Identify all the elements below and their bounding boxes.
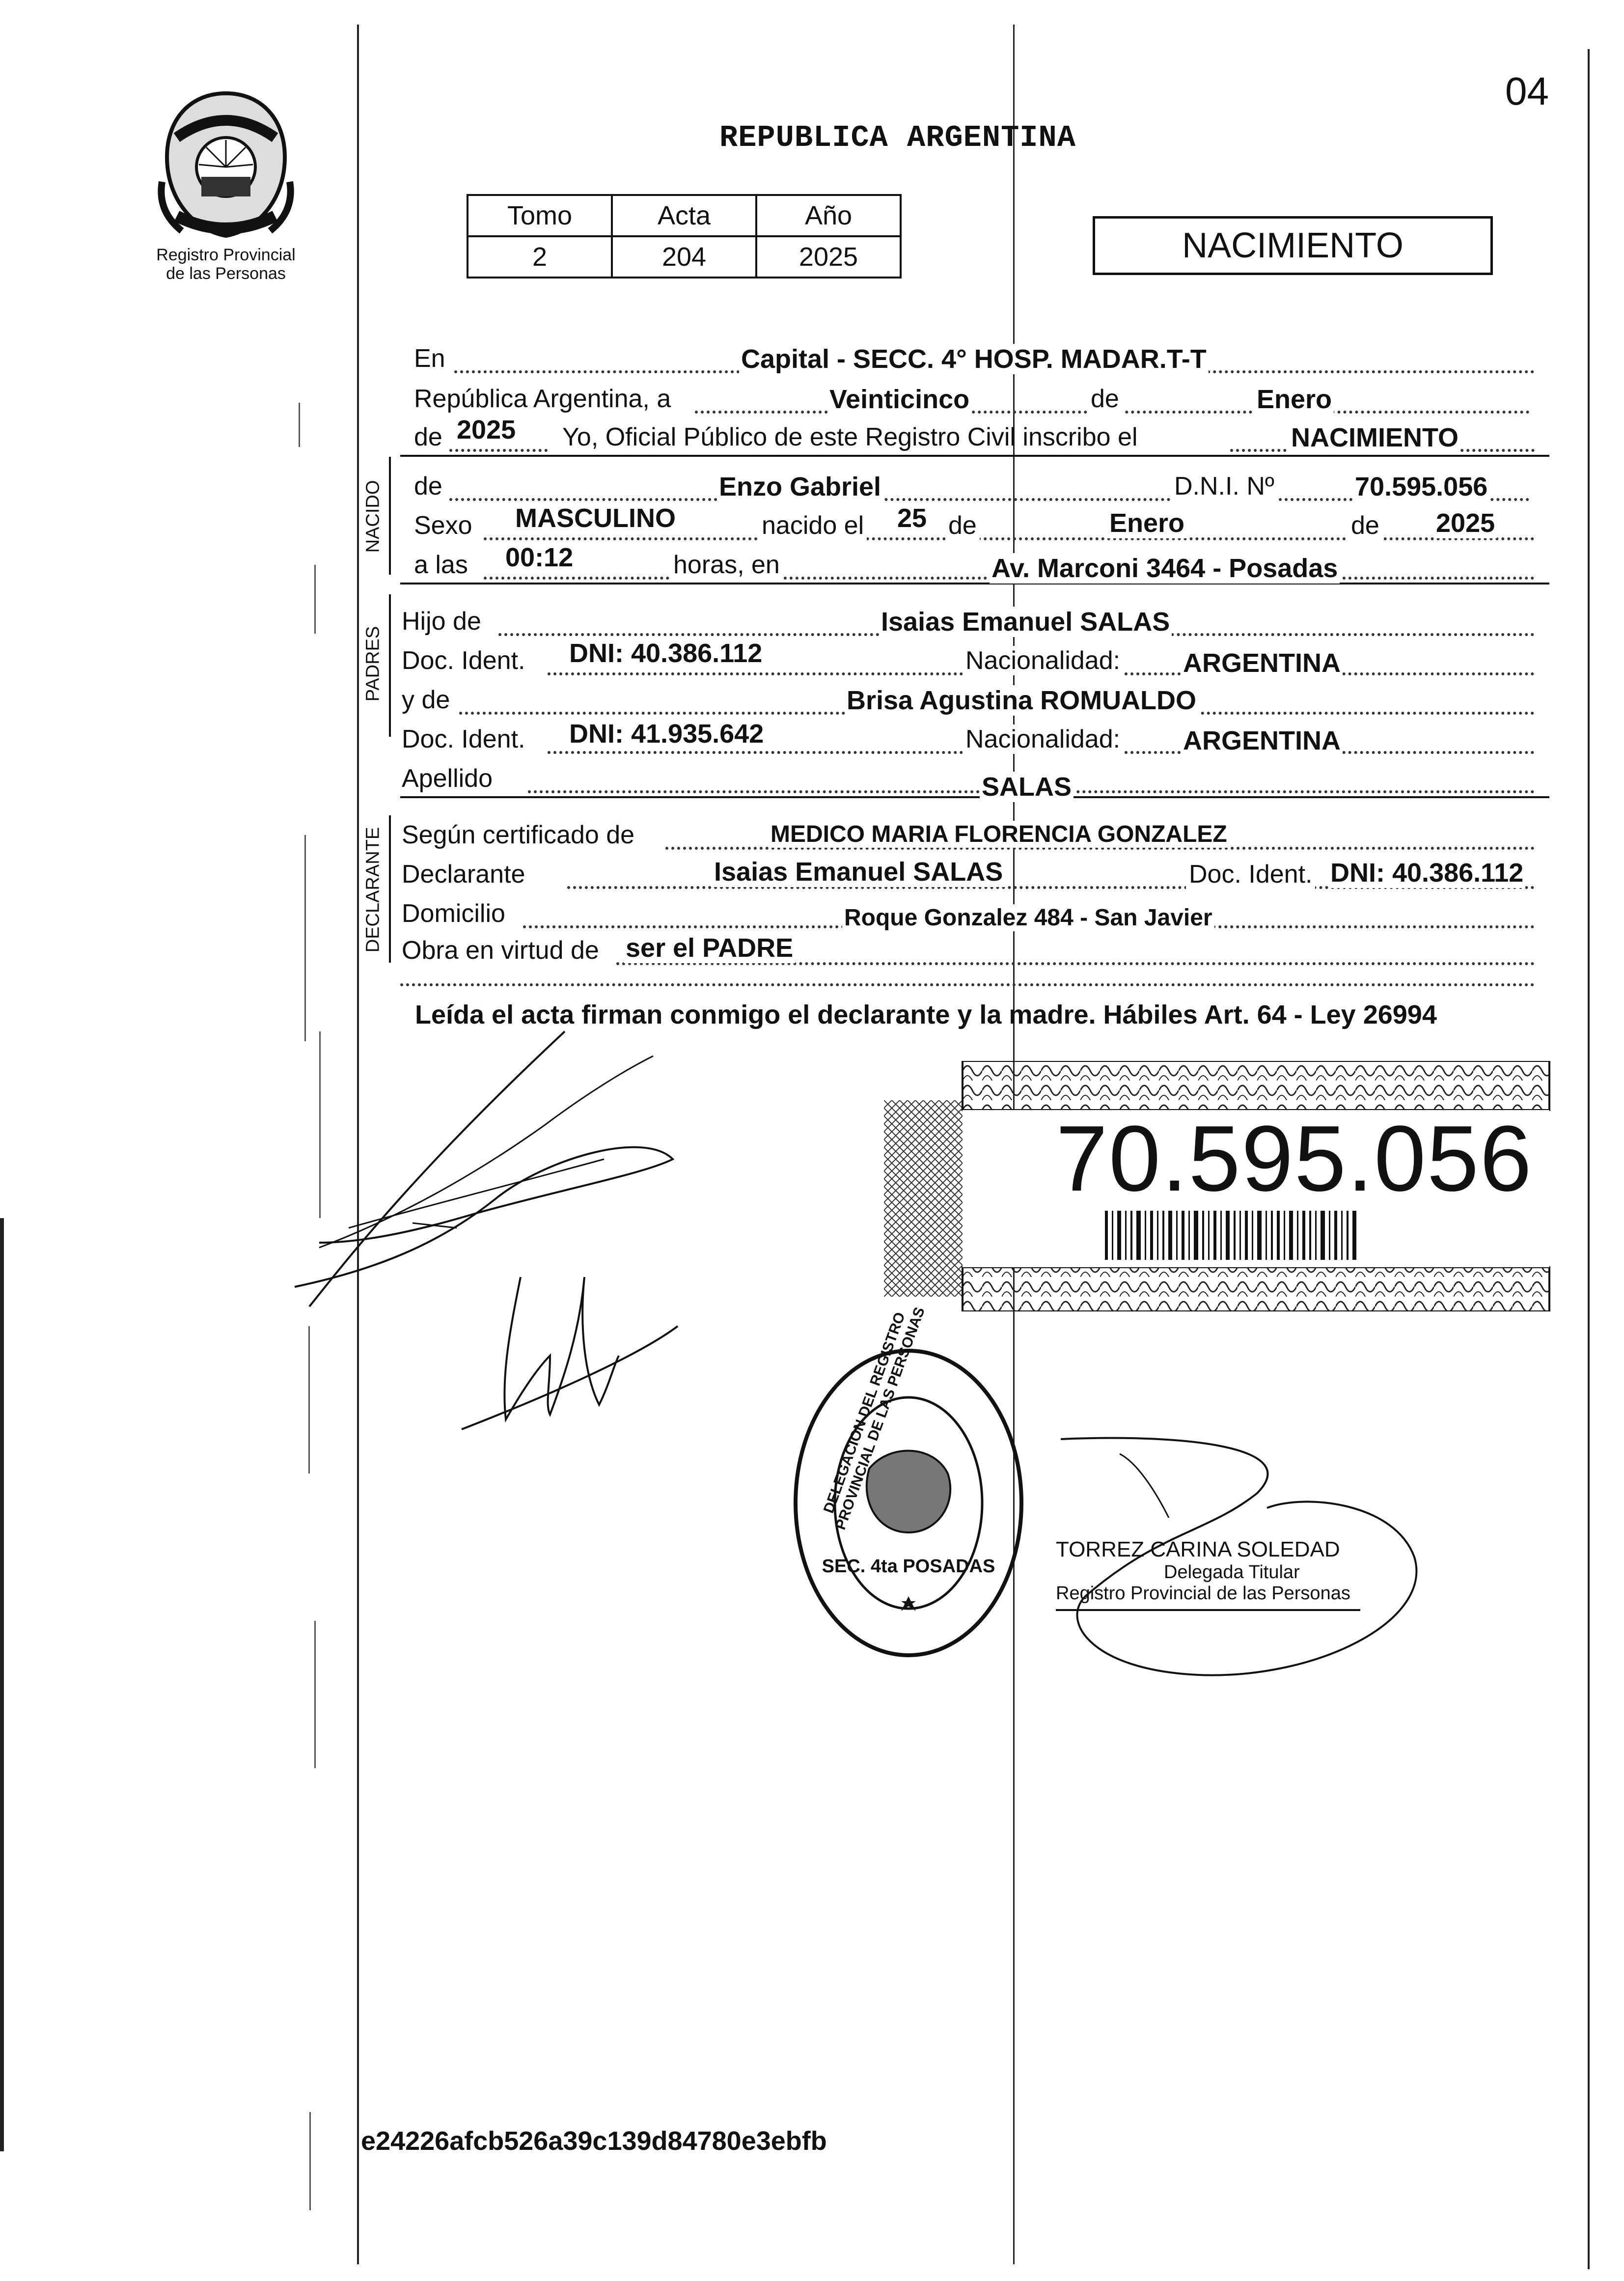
label-doc-ident: Doc. Ident.	[402, 646, 525, 675]
label-a-las: a las	[414, 551, 468, 579]
birth-year: 2025	[1434, 508, 1497, 538]
domicilio-value: Roque Gonzalez 484 - San Javier	[842, 904, 1214, 931]
record-type-box: NACIMIENTO	[1093, 216, 1493, 275]
label-declarante: Declarante	[402, 860, 525, 889]
place-value: Capital - SECC. 4° HOSP. MADAR.T-T	[739, 344, 1209, 374]
form-line-domicilio	[400, 894, 1549, 932]
officer-underline	[1056, 1609, 1360, 1611]
birth-month: Enero	[1107, 508, 1186, 538]
declarante-doc: DNI: 40.386.112	[1328, 858, 1525, 888]
form-line-certificado	[400, 815, 1549, 854]
label-domicilio: Domicilio	[402, 899, 505, 928]
officer-institution: Registro Provincial de las Personas	[1056, 1583, 1350, 1604]
line-rule	[400, 455, 1549, 457]
label-inscribo: Yo, Oficial Público de este Registro Civil inscribo el	[562, 423, 1138, 451]
child-dni: 70.595.056	[1353, 472, 1489, 502]
certificate-barcode	[1105, 1211, 1419, 1260]
form-line-nacido-nombre	[400, 467, 1549, 505]
birth-day: 25	[895, 503, 929, 533]
padres-section-bar	[389, 594, 391, 737]
certificado-value: MEDICO MARIA FLORENCIA GONZALEZ	[769, 821, 1229, 848]
label-sexo: Sexo	[414, 511, 472, 540]
label-nacionalidad: Nacionalidad:	[963, 646, 1123, 675]
child-name: Enzo Gabriel	[717, 472, 883, 502]
form-line-fecha	[400, 379, 1549, 417]
act-value: NACIMIENTO	[1289, 422, 1460, 453]
anio-value: 2025	[756, 236, 901, 278]
scan-mark	[304, 835, 306, 1041]
form-line-father-doc	[400, 641, 1549, 679]
father-nationality: ARGENTINA	[1181, 648, 1343, 678]
label-horas: horas, en	[670, 550, 783, 580]
country-title: REPUBLICA ARGENTINA	[719, 120, 1076, 155]
officer-block	[1056, 1537, 1400, 1611]
right-margin-line	[1588, 49, 1590, 2269]
tomo-value: 2	[468, 236, 612, 278]
apellido-value: SALAS	[980, 772, 1073, 802]
record-table-header: Año	[756, 195, 901, 236]
label-obra: Obra en virtud de	[402, 936, 599, 965]
label-y-de: y de	[402, 686, 450, 714]
officer-role: Delegada Titular	[1164, 1562, 1300, 1583]
father-name: Isaias Emanuel SALAS	[879, 607, 1172, 637]
label-de: de	[945, 511, 980, 540]
declarante-section-label: DECLARANTE	[362, 827, 384, 953]
record-table-header: Acta	[612, 195, 756, 236]
line-rule	[400, 796, 1549, 798]
padres-section-label: PADRES	[362, 626, 384, 702]
mother-signature	[452, 1257, 707, 1454]
form-line-inscripcion	[400, 417, 1549, 456]
month-value: Enero	[1255, 384, 1334, 415]
mother-doc: DNI: 41.935.642	[567, 719, 766, 749]
declarante-section-bar	[389, 815, 391, 963]
provincial-seal	[147, 83, 304, 246]
scan-mark	[314, 1621, 316, 1768]
label-de: de	[414, 472, 442, 501]
stamp-outer-text: DELEGACION DEL REGISTRO PROVINCIAL DE LAS PERSONAS	[820, 1305, 928, 1532]
obra-value: ser el PADRE	[624, 933, 795, 963]
scan-edge-line	[0, 1218, 4, 2151]
registry-caption-line2: de las Personas	[166, 264, 286, 283]
form-line-obra	[400, 931, 1549, 969]
form-line-en	[400, 339, 1549, 377]
record-table-value-row	[468, 236, 901, 278]
declarante-value: Isaias Emanuel SALAS	[712, 857, 1005, 887]
label-doc-ident: Doc. Ident.	[1186, 860, 1315, 889]
nacido-section-bar	[389, 457, 391, 575]
day-value: Veinticinco	[827, 384, 971, 415]
form-line-y-de	[400, 680, 1549, 719]
form-line-apellido	[400, 759, 1549, 802]
label-certificado: Según certificado de	[402, 821, 635, 849]
birth-time: 00:12	[503, 542, 575, 573]
scan-mark	[314, 565, 316, 634]
registry-caption-line1: Registro Provincial	[156, 246, 296, 264]
label-republica: República Argentina, a	[414, 385, 671, 413]
dot-leader	[449, 449, 548, 452]
mother-name: Brisa Agustina ROMUALDO	[845, 685, 1198, 716]
page-number: 04	[1505, 69, 1549, 113]
form-line-hijo-de	[400, 602, 1549, 640]
form-line-nacido-sexo	[400, 503, 1549, 544]
form-line-declarante	[400, 855, 1549, 893]
label-hijo-de: Hijo de	[402, 607, 481, 636]
label-en: En	[414, 344, 445, 373]
scan-mark	[299, 403, 300, 447]
label-dni: D.N.I. Nº	[1171, 472, 1277, 501]
stamp-inner-text: SEC. 4ta POSADAS	[822, 1556, 995, 1577]
form-line-nacido-hora	[400, 545, 1549, 584]
line-rule	[400, 583, 1549, 584]
certificate-number: 70.595.056	[1056, 1107, 1533, 1211]
label-de: de	[1088, 384, 1122, 414]
record-table	[467, 194, 902, 278]
closing-text: Leída el acta firman conmigo el declarante y la madre. Hábiles Art. 64 - Ley 26994	[415, 1000, 1437, 1029]
registry-caption	[133, 246, 319, 283]
officer-name: TORREZ CARINA SOLEDAD	[1056, 1537, 1340, 1561]
nacido-section-label: NACIDO	[362, 480, 384, 553]
acta-value: 204	[612, 236, 756, 278]
label-de: de	[414, 423, 442, 451]
sexo-value: MASCULINO	[513, 503, 678, 533]
mother-nationality: ARGENTINA	[1181, 725, 1343, 756]
label-nacido-el: nacido el	[759, 511, 867, 540]
label-nacionalidad: Nacionalidad:	[963, 724, 1123, 754]
form-line-mother-doc	[400, 720, 1549, 758]
scan-mark	[308, 1326, 310, 1474]
label-de: de	[1348, 511, 1382, 540]
father-doc: DNI: 40.386.112	[567, 638, 764, 668]
section-dot-line	[400, 983, 1535, 986]
label-doc-ident: Doc. Ident.	[402, 725, 525, 753]
label-apellido: Apellido	[402, 764, 493, 793]
year-value: 2025	[457, 415, 516, 445]
document-hash: e24226afcb526a39c139d84780e3ebfb	[361, 2126, 827, 2156]
record-table-header: Tomo	[468, 195, 612, 236]
record-table-header-row	[468, 195, 901, 236]
birth-place: Av. Marconi 3464 - Posadas	[990, 553, 1340, 584]
stamp-text	[805, 1305, 1012, 1577]
scan-mark	[309, 2112, 311, 2210]
